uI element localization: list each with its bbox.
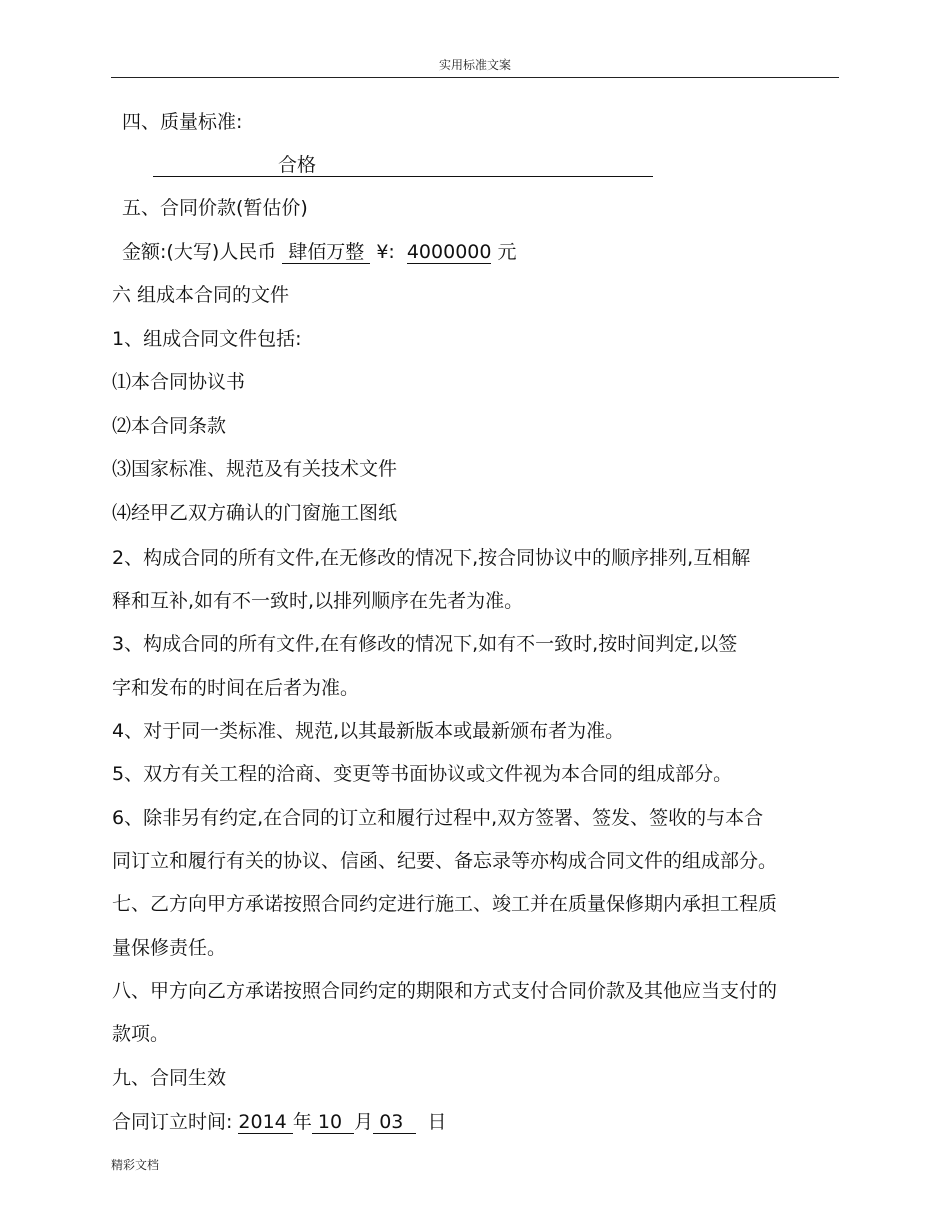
section-6-item-3-line-1: 3、构成合同的所有文件,在有修改的情况下,如有不一致时,按时间判定,以签 [112, 633, 738, 655]
amount-unit: 元 [497, 241, 517, 263]
header-rule [111, 77, 839, 78]
amount-number: 4000000 [406, 241, 492, 263]
year-unit: 年 [292, 1111, 312, 1133]
section-6-item-2-line-1: 2、构成合同的所有文件,在无修改的情况下,按合同协议中的顺序排列,互相解 [112, 547, 751, 569]
contract-year: 2014 [238, 1111, 292, 1134]
contract-day: 03 [373, 1111, 415, 1134]
amount-line [122, 240, 850, 264]
quality-underline [153, 152, 653, 177]
section-6-title: 六 组成本合同的文件 [112, 284, 290, 306]
doc-item-2: ⑵本合同条款 [112, 415, 227, 437]
contract-date-label: 合同订立时间: [112, 1111, 233, 1133]
page-header: 实用标准文案 [438, 58, 511, 72]
section-6-item-3-line-2: 字和发布的时间在后者为准。 [112, 677, 360, 699]
day-unit: 日 [427, 1111, 447, 1133]
quality-value: 合格 [278, 154, 317, 176]
section-7-line-2: 量保修责任。 [112, 937, 227, 959]
contract-month: 10 [312, 1111, 354, 1134]
section-8-line-2: 款项。 [112, 1023, 170, 1045]
section-6-item-6-line-2: 同订立和履行有关的协议、信函、纪要、备忘录等亦构成合同文件的组成部分。 [112, 850, 778, 872]
section-6-item-6-line-1: 6、除非另有约定,在合同的订立和履行过程中,双方签署、签发、签收的与本合 [112, 807, 764, 829]
section-9-title: 九、合同生效 [112, 1067, 227, 1089]
section-6-item-4: 4、对于同一类标准、规范,以其最新版本或最新颁布者为准。 [112, 720, 625, 742]
doc-item-4: ⑷经甲乙双方确认的门窗施工图纸 [112, 502, 398, 524]
amount-label: 金额:(大写)人民币 [122, 241, 277, 263]
amount-words: 肆佰万整 [282, 241, 370, 264]
page-footer: 精彩文档 [111, 1158, 160, 1172]
section-6-item-2-line-2: 释和互补,如有不一致时,以排列顺序在先者为准。 [112, 590, 524, 612]
doc-item-3: ⑶国家标准、规范及有关技术文件 [112, 458, 398, 480]
section-7-line-1: 七、乙方向甲方承诺按照合同约定进行施工、竣工并在质量保修期内承担工程质 [112, 893, 778, 915]
section-6-item-5: 5、双方有关工程的洽商、变更等书面协议或文件视为本合同的组成部分。 [112, 763, 733, 785]
section-5-title: 五、合同价款(暂估价) [122, 197, 308, 219]
month-unit: 月 [354, 1111, 374, 1133]
section-4-title: 四、质量标准: [122, 111, 243, 133]
contract-date-line [112, 1110, 840, 1134]
yen-label: ¥: [376, 241, 395, 263]
section-8-line-1: 八、甲方向乙方承诺按照合同约定的期限和方式支付合同价款及其他应当支付的 [112, 980, 778, 1002]
section-6-item-1: 1、组成合同文件包括: [112, 328, 302, 350]
doc-item-1: ⑴本合同协议书 [112, 371, 246, 393]
